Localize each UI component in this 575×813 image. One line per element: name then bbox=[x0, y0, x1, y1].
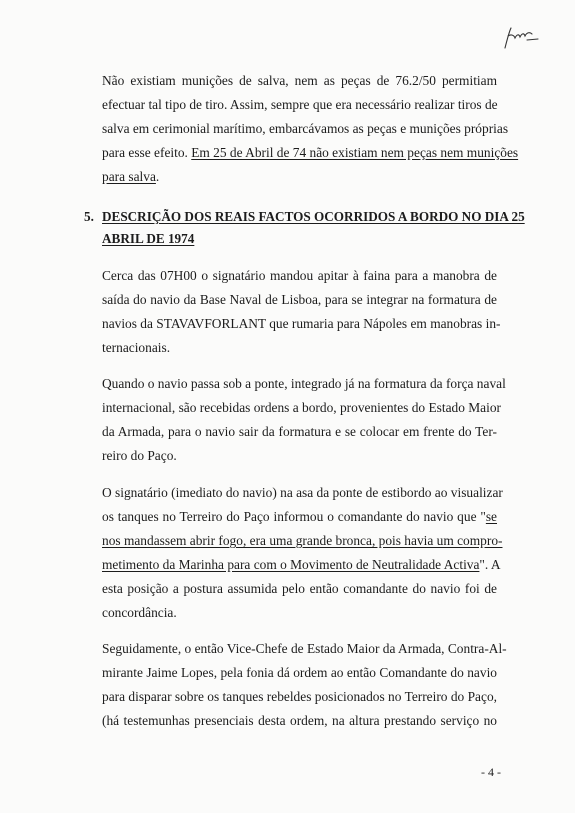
handwritten-signature bbox=[502, 22, 542, 52]
text-line: reiro do Paço. bbox=[102, 448, 177, 463]
text-line: saída do navio da Base Naval de Lisboa, para se integrar na formatura de bbox=[102, 292, 497, 307]
text-line: O signatário (imediato do navio) na asa da ponte de estibordo ao visualizar bbox=[102, 485, 503, 500]
text-line: internacional, são recebidas ordens a bordo, provenientes do Estado Maior bbox=[102, 400, 501, 415]
text-run: os tanques no Terreiro do Paço informou o comandante do navio que " bbox=[102, 509, 486, 524]
text-line bbox=[102, 165, 497, 188]
text-line: ternacionais. bbox=[102, 340, 171, 355]
underlined-text: se bbox=[485, 509, 497, 524]
text-line: efectuar tal tipo de tiro. Assim, sempre que era necessário realizar tiros de bbox=[102, 97, 498, 112]
underlined-text: nos mandassem abrir fogo, era uma grande bronca, pois havia um compro- bbox=[102, 533, 503, 548]
page-number: - 4 - bbox=[481, 765, 501, 779]
text-line: salva em cerimonial marítimo, embarcávamos as peças e munições próprias bbox=[102, 121, 509, 136]
section-heading: DESCRIÇÃO DOS REAIS FACTOS OCORRIDOS A BORDO NO DIA 25 bbox=[102, 209, 525, 224]
text-line bbox=[102, 529, 503, 552]
text-line: (há testemunhas presenciais desta ordem, na altura prestando serviço no bbox=[102, 713, 497, 728]
text-line: esta posição a postura assumida pelo então comandante do navio foi de bbox=[102, 581, 497, 596]
section-heading: ABRIL DE 1974 bbox=[102, 231, 195, 246]
underlined-text: para salva bbox=[102, 169, 156, 184]
text-line: concordância. bbox=[102, 605, 177, 620]
text-line bbox=[102, 505, 497, 528]
text-line: Cerca das 07H00 o signatário mandou apitar à faina para a manobra de bbox=[102, 268, 497, 283]
underlined-text: metimento da Marinha para com o Movimento de Neutralidade Activa bbox=[102, 557, 480, 572]
text-line: Não existiam munições de salva, nem as peças de 76.2/50 permitiam bbox=[102, 73, 497, 88]
text-line: navios da STAVAVFORLANT que rumaria para Nápoles em manobras in- bbox=[102, 316, 501, 331]
text-line: Quando o navio passa sob a ponte, integrado já na formatura da força naval bbox=[102, 376, 506, 391]
text-line: da Armada, para o navio sair da formatura e se colocar em frente do Ter- bbox=[102, 424, 497, 439]
section-number: 5. bbox=[84, 209, 94, 224]
text-line: mirante Jaime Lopes, pela fonia dá ordem ao então Comandante do navio bbox=[102, 665, 497, 680]
text-line bbox=[102, 553, 501, 576]
text-run: ". A bbox=[479, 557, 501, 572]
text-line: Seguidamente, o então Vice-Chefe de Estado Maior da Armada, Contra-Al- bbox=[102, 641, 507, 656]
text-run: . bbox=[155, 169, 160, 184]
text-line bbox=[102, 141, 519, 164]
text-run: para esse efeito. bbox=[102, 145, 192, 160]
underlined-text: Em 25 de Abril de 74 não existiam nem peças nem munições bbox=[191, 145, 519, 160]
text-line: para disparar sobre os tanques rebeldes posicionados no Terreiro do Paço, bbox=[102, 689, 497, 704]
